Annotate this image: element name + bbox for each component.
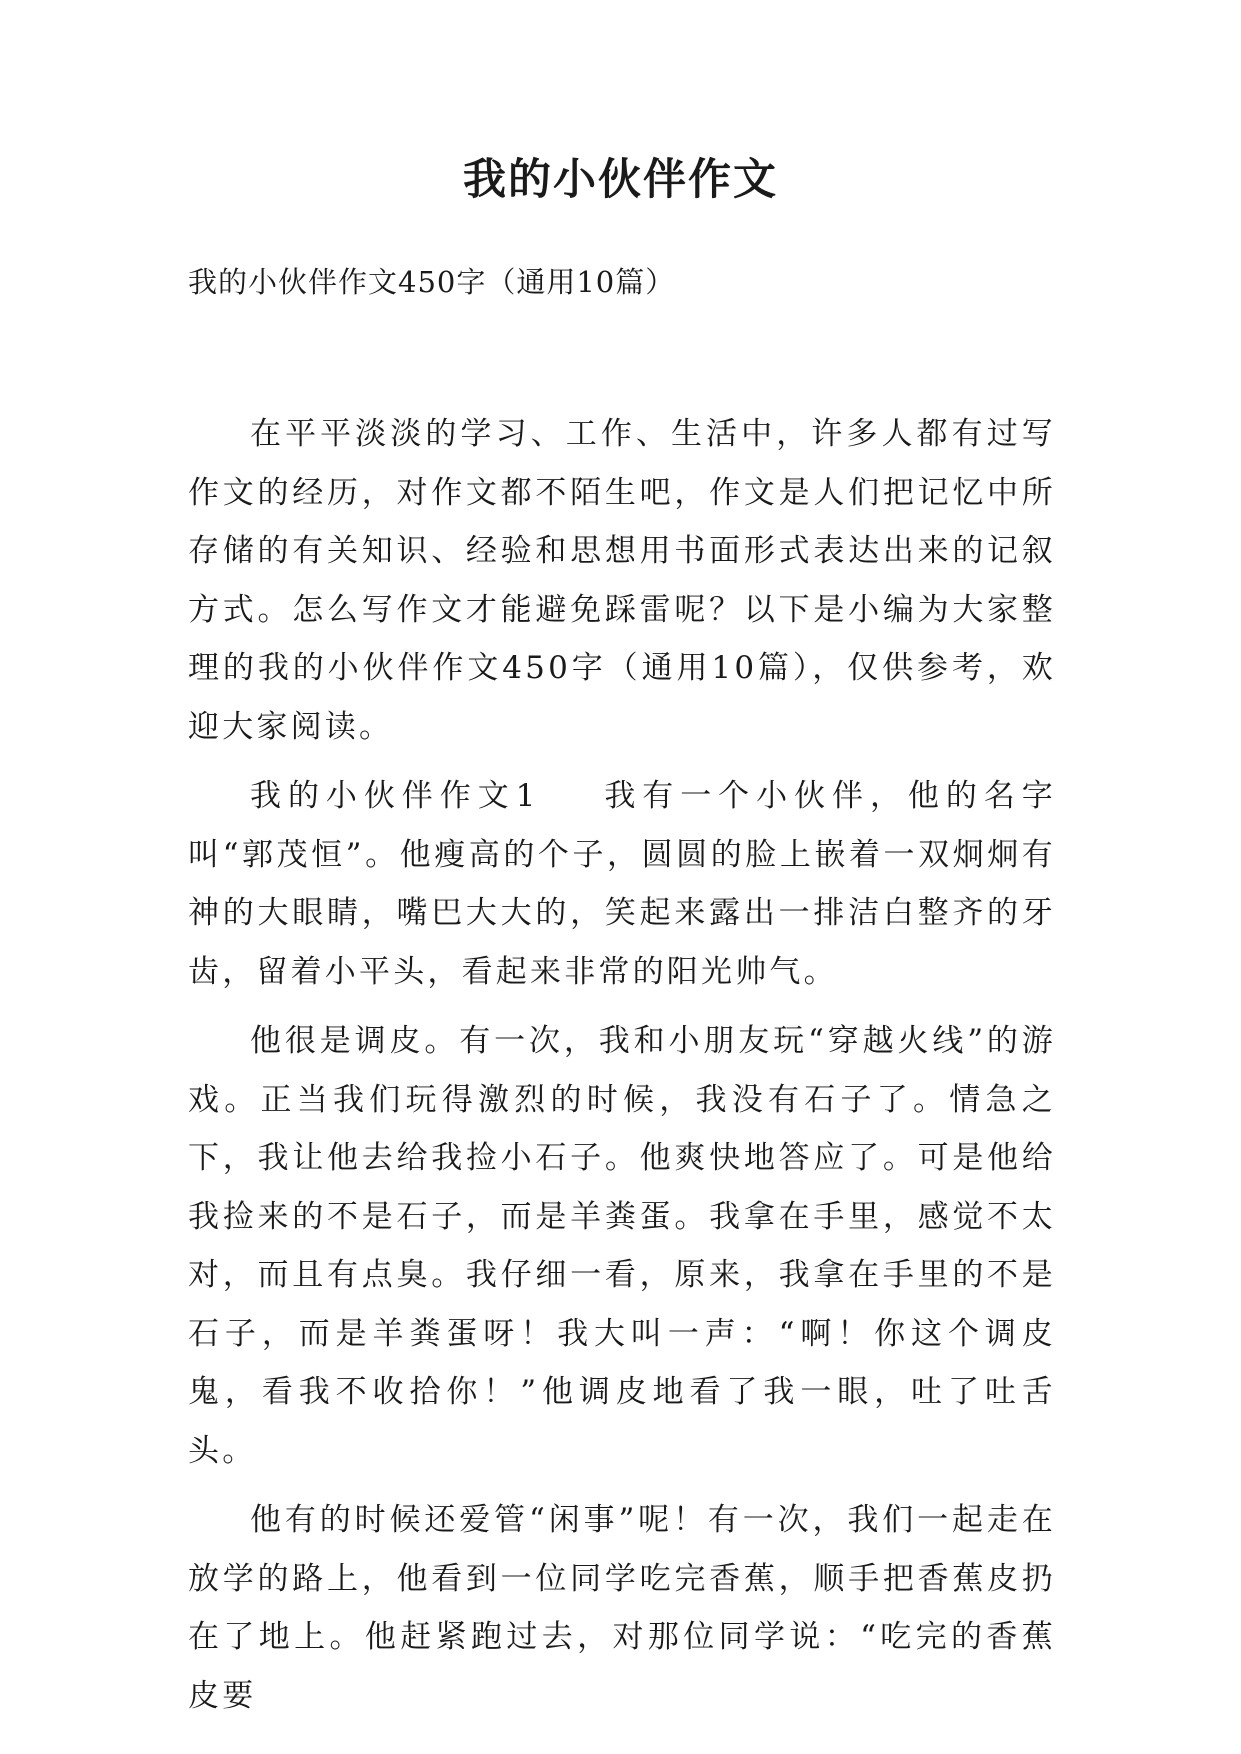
document-body	[188, 405, 1056, 1736]
essay-1-paragraph-3: 他有的时候还爱管“闲事”呢！有一次，我们一起走在放学的路上，他看到一位同学吃完香蕉，顺手把香蕉皮扔在了地上。他赶紧跑过去，对那位同学说：“吃完的香蕉皮要	[188, 1502, 1056, 1714]
essay-1-heading: 我的小伙伴作文1	[250, 778, 539, 814]
intro-paragraph: 在平平淡淡的学习、工作、生活中，许多人都有过写作文的经历，对作文都不陌生吧，作文是人们把记忆中所存储的有关知识、经验和思想用书面形式表达出来的记叙方式。怎么写作文才能避免踩雷呢？以下是小编为大家整理的我的小伙伴作文450字（通用10篇），仅供参考，欢迎大家阅读。	[188, 416, 1056, 745]
essay-1-first-paragraph	[188, 767, 1056, 1001]
essay-1-paragraph-1: 我有一个小伙伴，他的名字叫“郭茂恒”。他瘦高的个子，圆圆的脸上嵌着一双炯炯有神的大眼睛，嘴巴大大的，笑起来露出一排洁白整齐的牙齿，留着小平头，看起来非常的阳光帅气。	[188, 778, 1056, 990]
document-subtitle: 我的小伙伴作文450字（通用10篇）	[188, 265, 676, 299]
document-title: 我的小伙伴作文	[463, 155, 778, 205]
essay-1-paragraph-2: 他很是调皮。有一次，我和小朋友玩“穿越火线”的游戏。正当我们玩得激烈的时候，我没有石子了。情急之下，我让他去给我捡小石子。他爽快地答应了。可是他给我捡来的不是石子，而是羊粪蛋。我拿在手里，感觉不太对，而且有点臭。我仔细一看，原来，我拿在手里的不是石子，而是羊粪蛋呀！我大叫一声：“啊！你这个调皮鬼，看我不收拾你！”他调皮地看了我一眼，吐了吐舌头。	[188, 1023, 1056, 1469]
